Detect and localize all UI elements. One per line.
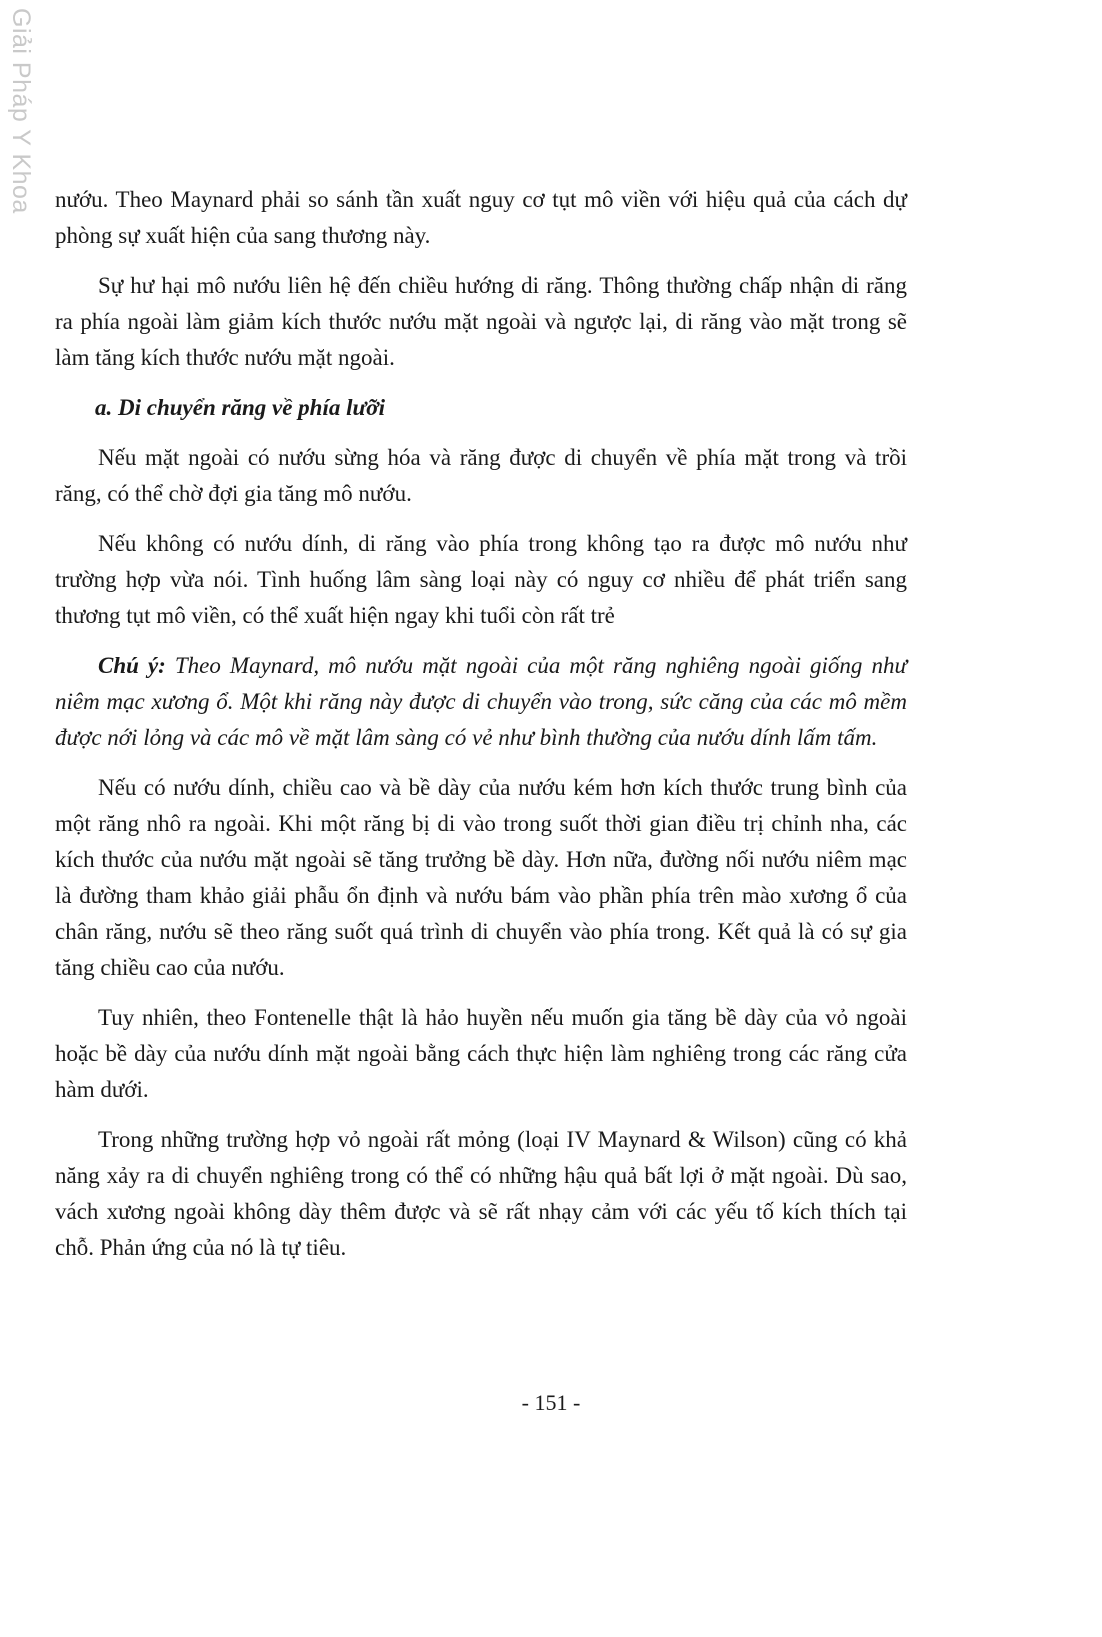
paragraph-fontenelle: Tuy nhiên, theo Fontenelle thật là hảo huyền nếu muốn gia tăng bề dày của vỏ ngoài hoặc bề dày của nướu dính mặt ngoài bằng cách thực hiện làm nghiêng trong các răng cửa hàm dưới. bbox=[55, 1005, 907, 1102]
paragraph-keratinized-gingiva: Nếu mặt ngoài có nướu sừng hóa và răng được di chuyển về phía mặt trong và trồi răng, có thể chờ đợi gia tăng mô nướu. bbox=[55, 445, 907, 506]
page-body bbox=[55, 182, 907, 1280]
watermark: Giải Pháp Y Khoa bbox=[7, 8, 35, 214]
paragraph-thin-cortex: Trong những trường hợp vỏ ngoài rất mỏng (loại IV Maynard & Wilson) cũng có khả năng xảy ra di chuyển nghiêng trong có thể có những hậu quả bất lợi ở mặt ngoài. Dù sao, vách xương ngoài không dày thêm được và sẽ rất nhạy cảm với các yếu tố kích thích tại chỗ. Phản ứng của nó là tự tiêu. bbox=[55, 1127, 907, 1260]
paragraph-attached-gingiva: Nếu có nướu dính, chiều cao và bề dày của nướu kém hơn kích thước trung bình của một răng nhô ra ngoài. Khi một răng bị di vào trong suốt thời gian điều trị chỉnh nha, các kích thước của nướu mặt ngoài sẽ tăng trưởng bề dày. Hơn nữa, đường nối nướu niêm mạc là đường tham khảo giải phẫu ổn định và nướu bám vào phần phía trên mào xương ổ của chân răng, nướu sẽ theo răng suốt quá trình di chuyển vào phía trong. Kết quả là có sự gia tăng chiều cao của nướu. bbox=[55, 775, 907, 980]
section-heading-a: a. Di chuyển răng về phía lưỡi bbox=[95, 395, 385, 420]
note-paragraph bbox=[55, 648, 907, 756]
paragraph-no-attached-gingiva: Nếu không có nướu dính, di răng vào phía trong không tạo ra được mô nướu như trường hợp vừa nói. Tình huống lâm sàng loại này có nguy cơ nhiều để phát triển sang thương tụt mô viền, có thể xuất hiện ngay khi tuổi còn rất trẻ bbox=[55, 531, 907, 628]
page-number: - 151 - bbox=[521, 1390, 581, 1415]
paragraph-continuation: nướu. Theo Maynard phải so sánh tần xuất nguy cơ tụt mô viền với hiệu quả của cách dự phòng sự xuất hiện của sang thương này. bbox=[55, 187, 907, 248]
paragraph-tissue-damage: Sự hư hại mô nướu liên hệ đến chiều hướng di răng. Thông thường chấp nhận di răng ra phía ngoài làm giảm kích thước nướu mặt ngoài và ngược lại, di răng vào mặt trong sẽ làm tăng kích thước nướu mặt ngoài. bbox=[55, 273, 907, 370]
note-label: Chú ý: bbox=[98, 653, 166, 678]
note-text: Theo Maynard, mô nướu mặt ngoài của một răng nghiêng ngoài giống như niêm mạc xương ổ. Một khi răng này được di chuyển vào trong, sức căng của các mô mềm được nới lỏng và các mô về mặt lâm sàng có vẻ như bình thường của nướu dính lấm tấm. bbox=[55, 653, 907, 750]
